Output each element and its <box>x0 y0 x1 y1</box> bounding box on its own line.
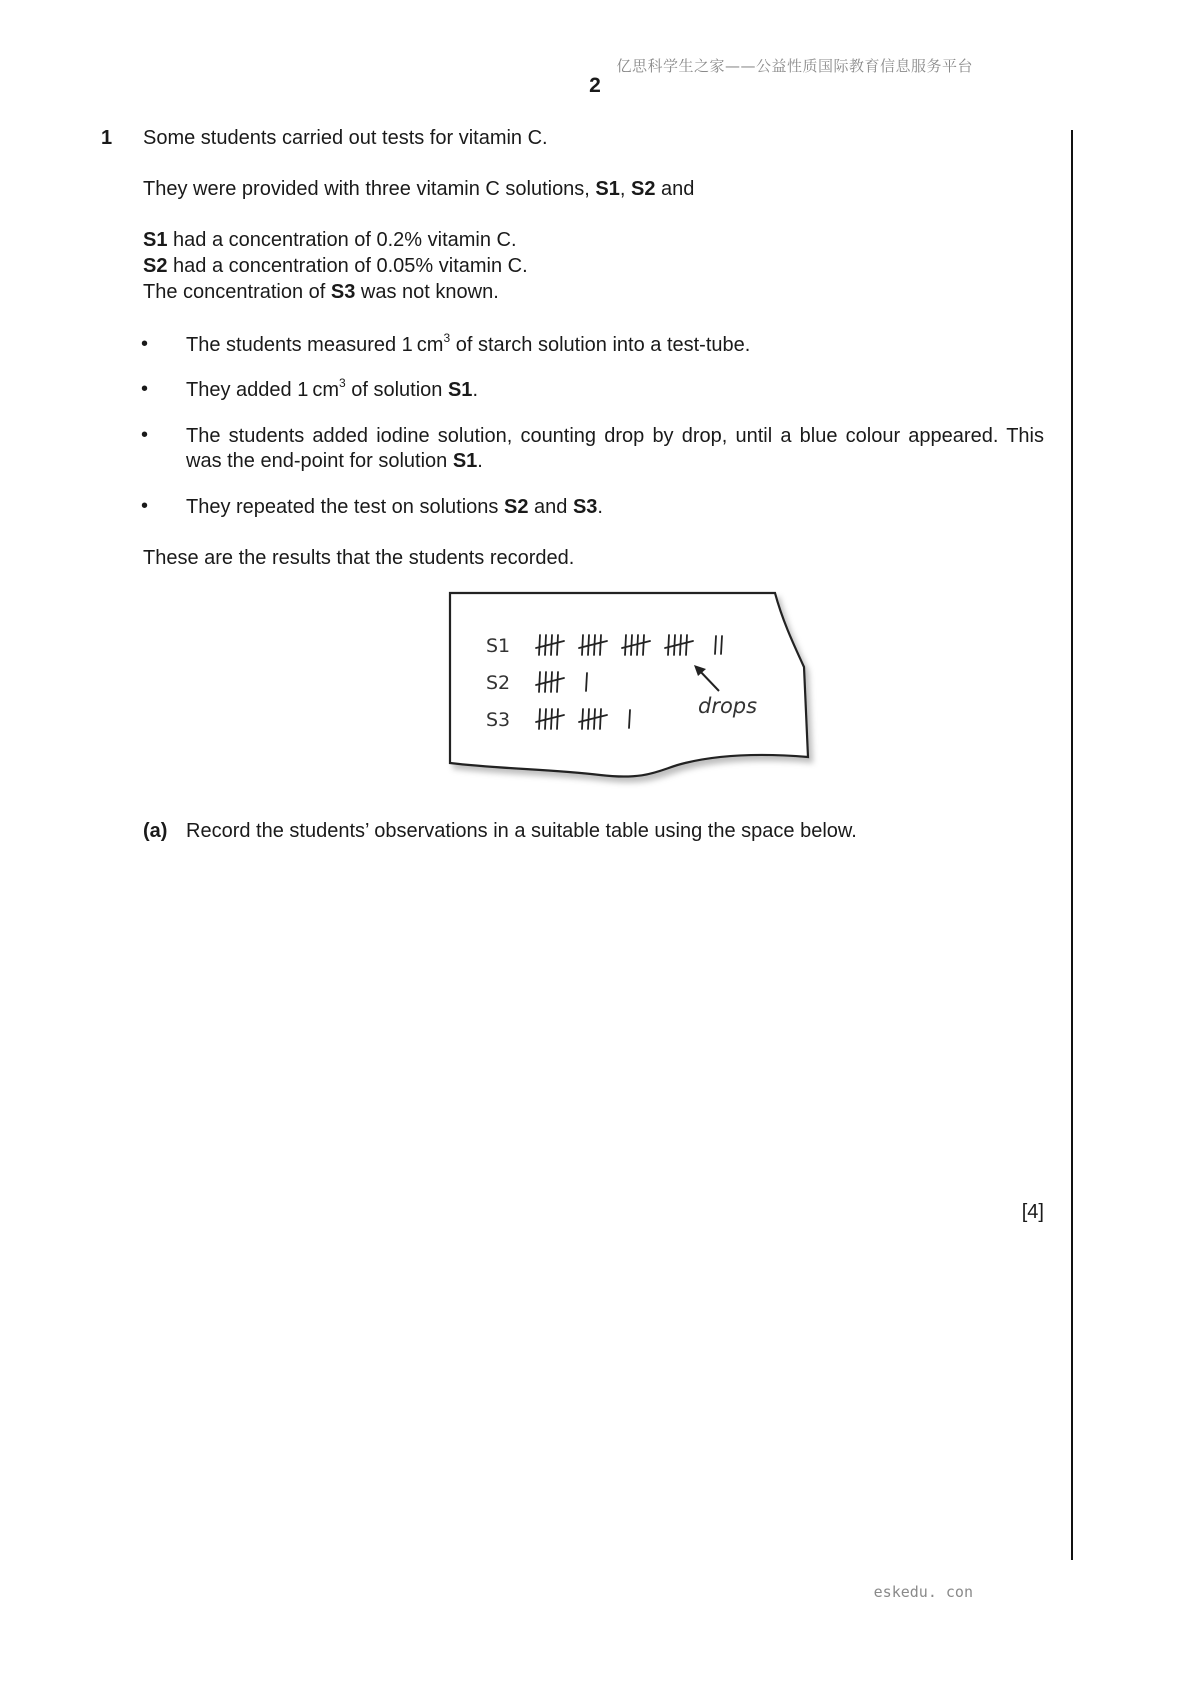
part-a-label: (a) <box>143 820 168 842</box>
bullet-dot: • <box>141 333 149 355</box>
part-a-text: Record the students’ observations in a suitable table using the space below. <box>186 820 857 842</box>
question-number: 1 <box>101 127 113 149</box>
tally-row-label: S2 <box>486 672 511 694</box>
margin-rule <box>1071 130 1073 1560</box>
concentration-s2: S2 had a concentration of 0.05% vitamin C. <box>143 255 528 277</box>
bullet-dot: • <box>141 378 149 400</box>
bullet-item-3: The students added iodine solution, counting drop by drop, until a blue colour appeared. This was the end-point for solution S1. <box>186 425 1044 472</box>
results-sheet <box>440 585 830 795</box>
results-intro: These are the results that the students recorded. <box>143 547 575 569</box>
concentration-s1: S1 had a concentration of 0.2% vitamin C. <box>143 229 517 251</box>
tally-singles <box>629 710 630 728</box>
tally-row-label: S3 <box>486 709 511 731</box>
bullet-item-1: The students measured 1 $cm^3$ of starch solution into a test-tube. <box>186 331 751 356</box>
bullet-dot: • <box>141 424 149 446</box>
question-intro: Some students carried out tests for vitamin C. <box>143 127 548 149</box>
bullet-dot: • <box>141 495 149 517</box>
watermark-bottom: eskedu. con <box>873 1583 973 1601</box>
provided-line: They were provided with three vitamin C solutions, S1, S2 and <box>143 178 695 200</box>
bullet-item-4: They repeated the test on solutions S2 and S3. <box>186 496 603 518</box>
watermark-top: 亿思科学生之家——公益性质国际教育信息服务平台 <box>616 57 973 75</box>
bullet-item-2: They added 1 $cm^3$ of solution S1. <box>186 376 478 401</box>
page-number: 2 <box>589 74 601 97</box>
concentration-s3: The concentration of S3 was not known. <box>143 281 499 303</box>
drops-annotation: drops <box>698 694 758 718</box>
tally-singles <box>586 673 587 691</box>
tally-row-label: S1 <box>486 635 511 657</box>
marks-indicator: [4] <box>1021 1201 1044 1223</box>
